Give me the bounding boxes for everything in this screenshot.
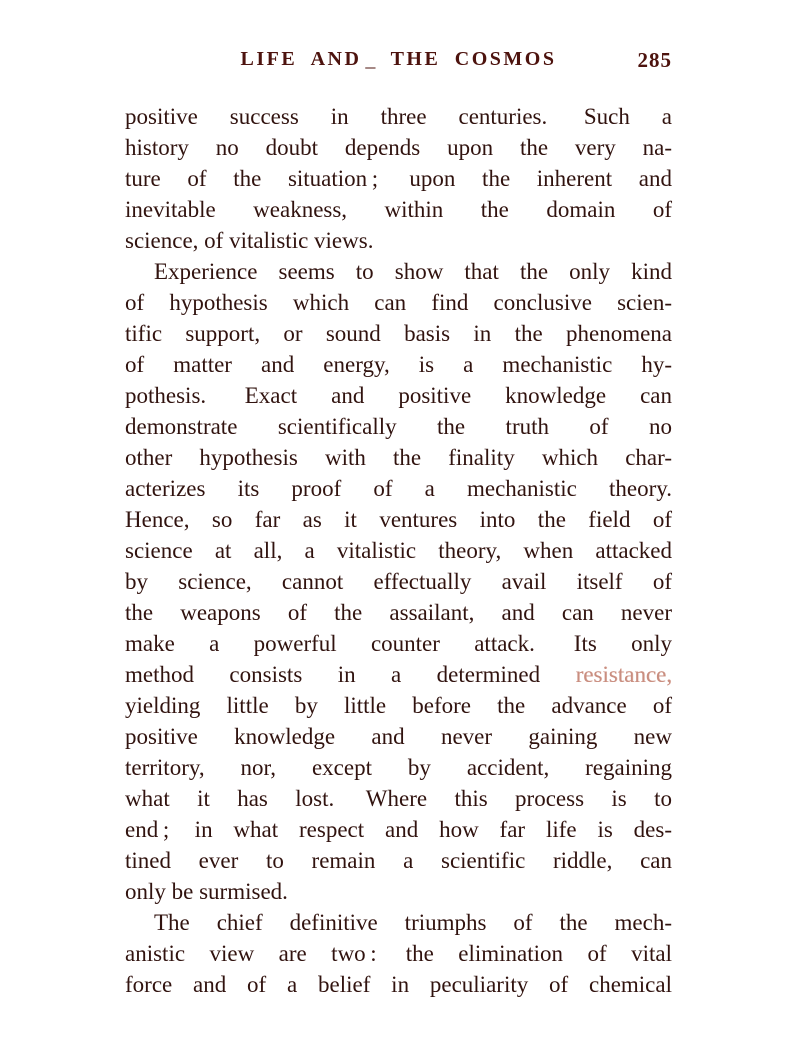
text-line: the weapons of the assailant, and can never [125, 600, 672, 625]
text-line [125, 659, 672, 690]
text-line: science, of vitalistic views. [125, 228, 374, 253]
text-line: anistic view are two : the elimination of vital [125, 941, 672, 966]
text-line: tific support, or sound basis in the phenomena [125, 321, 672, 346]
text-line: force and of a belief in peculiarity of chemical [125, 972, 672, 997]
text-line: only be surmised. [125, 879, 288, 904]
page-title [125, 48, 672, 71]
text-line: other hypothesis with the finality which char- [125, 445, 672, 470]
paragraph [125, 101, 672, 256]
text-line: by science, cannot effectually avail itself of [125, 569, 672, 594]
paragraph [125, 907, 672, 1000]
text-line: positive knowledge and never gaining new [125, 724, 672, 749]
page-body [125, 101, 672, 1000]
paragraph [125, 256, 672, 907]
text-line: inevitable weakness, within the domain of [125, 197, 672, 222]
page-number: 285 [637, 48, 672, 72]
text-line: Experience seems to show that the only kind [154, 259, 672, 284]
text-line: The chief definitive triumphs of the mech- [154, 910, 672, 935]
text-line: science at all, a vitalistic theory, when attacked [125, 538, 672, 563]
text-line: make a powerful counter attack. Its only [125, 631, 672, 656]
text-line: territory, nor, except by accident, regaining [125, 755, 672, 780]
text-line: yielding little by little before the advance of [125, 693, 672, 718]
faded-word: resistance, [575, 662, 672, 687]
text-line: Hence, so far as it ventures into the field of [125, 507, 672, 532]
running-header [125, 48, 672, 74]
text-line: of hypothesis which can find conclusive scien- [125, 290, 672, 315]
text-line: history no doubt depends upon the very na- [125, 135, 672, 160]
text-line: end ; in what respect and how far life is des- [125, 817, 672, 842]
text-line: positive success in three centuries. Such a [125, 104, 672, 129]
text-line: what it has lost. Where this process is to [125, 786, 672, 811]
text-segment: method consists in a determined [125, 662, 576, 687]
text-line: acterizes its proof of a mechanistic theory. [125, 476, 672, 501]
text-line: pothesis. Exact and positive knowledge can [125, 383, 672, 408]
header-title-left: LIFE AND [240, 48, 362, 70]
text-line: of matter and energy, is a mechanistic hy- [125, 352, 672, 377]
text-line: demonstrate scientifically the truth of no [125, 414, 672, 439]
print-artifact: _ [365, 49, 376, 71]
header-title-right: THE COSMOS [390, 48, 557, 70]
text-line: ture of the situation ; upon the inherent and [125, 166, 672, 191]
text-line: tined ever to remain a scientific riddle, can [125, 848, 672, 873]
